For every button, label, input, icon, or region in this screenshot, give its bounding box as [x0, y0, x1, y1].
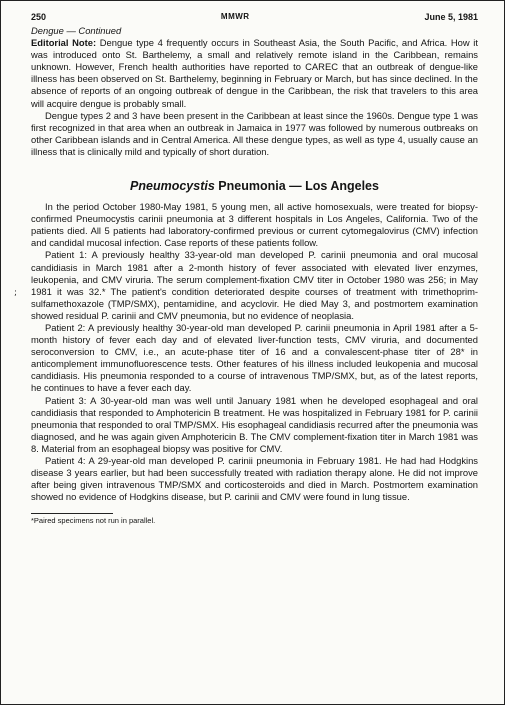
footnote: *Paired specimens not run in parallel.	[31, 516, 156, 526]
page-content	[31, 11, 478, 526]
intro-paragraph: In the period October 1980-May 1981, 5 young men, all active homosexuals, were treated for biopsy-confirmed Pneumocystis carinii pneumonia at 3 different hospitals in Los Angeles, California. Two of the patients died. All 5 patients had laboratory-confirmed previous or current cytomegalovirus (CMV) infection and candidal mucosal infection. Case reports of these patients follow.	[31, 201, 478, 249]
editorial-text: Dengue type 4 frequently occurs in Southeast Asia, the South Pacific, and Africa. How it was introduced onto St. Barthelemy, a small and relatively remote island in the Caribbean, remains unknown. However, French health authorities have reported to CAREC that an outbreak of dengue-like illness has been observed on St. Barthelemy, beginning in February or March, but has since declined. In the absence of reports of an ongoing outbreak of dengue in the Caribbean, the risk that travelers to this area will acquire dengue is probably small.	[31, 37, 478, 109]
article-title-rest: Pneumonia — Los Angeles	[214, 179, 379, 194]
patient-1-paragraph: Patient 1: A previously healthy 33-year-old man developed P. carinii pneumonia and oral mucosal candidiasis in March 1981 after a 2-month history of fever associated with elevated liver enzymes, leukopenia, and CMV viruria. The serum complement-fixation CMV titer in October 1980 was 256; in May 1981 it was 32.* The patient's condition deteriorated despite courses of treatment with trimethoprim-sulfamethoxazole (TMP/SMX), pentamidine, and acyclovir. He died May 3, and postmortem examination showed residual P. carinii and CMV pneumonia, but no evidence of neoplasia.	[31, 249, 478, 321]
margin-mark: ;	[14, 288, 18, 298]
patient-3-paragraph: Patient 3: A 30-year-old man was well until January 1981 when he developed esophageal and oral candidiasis that responded to Amphotericin B treatment. He was hospitalized in February 1981 for P. carinii pneumonia that responded to oral TMP/SMX. His esophageal candidiasis recurred after the pneumonia was diagnosed, and he was again given Amphotericin B. The CMV complement-fixation titer in March 1981 was 8. Material from an esophageal biopsy was positive for CMV.	[31, 394, 478, 454]
footnote-rule	[31, 513, 113, 514]
editorial-label: Editorial Note:	[31, 37, 97, 49]
journal-name: MMWR	[220, 12, 250, 22]
article-title-italic: Pneumocystis	[130, 179, 215, 194]
editorial-note	[31, 37, 478, 110]
patient-4-paragraph: Patient 4: A 29-year-old man developed P. carinii pneumonia in February 1981. He had had Hodgkins disease 3 years earlier, but had been successfully treated with radiation therapy alone. He did not improve after being given intravenous TMP/SMX and corticosteroids and died in March. Postmortem examination showed no evidence of Hodgkins disease, but P. carinii and CMV were found in lung tissue.	[31, 455, 478, 503]
patient-2-paragraph: Patient 2: A previously healthy 30-year-old man developed P. carinii pneumonia in April 1981 after a 5-month history of fever each day and of elevated liver-function tests, CMV viruria, and documented seroconversion to CMV, i.e., an acute-phase titer of 16 and a convalescent-phase titer of 28* in anticomplement immunofluorescence tests. Other features of his illness included leukopenia and mucosal candidiasis. His pneumonia responded to a course of intravenous TMP/SMX, but, as of the latest reports, he continues to have a fever each day.	[31, 321, 478, 394]
issue-date: June 5, 1981	[424, 12, 478, 23]
dengue-paragraph-2: Dengue types 2 and 3 have been present in the Caribbean at least since the 1960s. Dengue type 1 was first recognized in that area when an outbreak in Jamaica in 1977 was followed by numerous outbreaks on other Caribbean islands and in Central America. All these dengue types, as well as type 4, usually cause an illness that is clinically mild and typically of short duration.	[31, 109, 478, 157]
running-header	[31, 11, 478, 24]
continued-heading: Dengue — Continued	[31, 25, 122, 36]
page-number: 250	[31, 12, 47, 23]
article-title	[31, 179, 478, 193]
